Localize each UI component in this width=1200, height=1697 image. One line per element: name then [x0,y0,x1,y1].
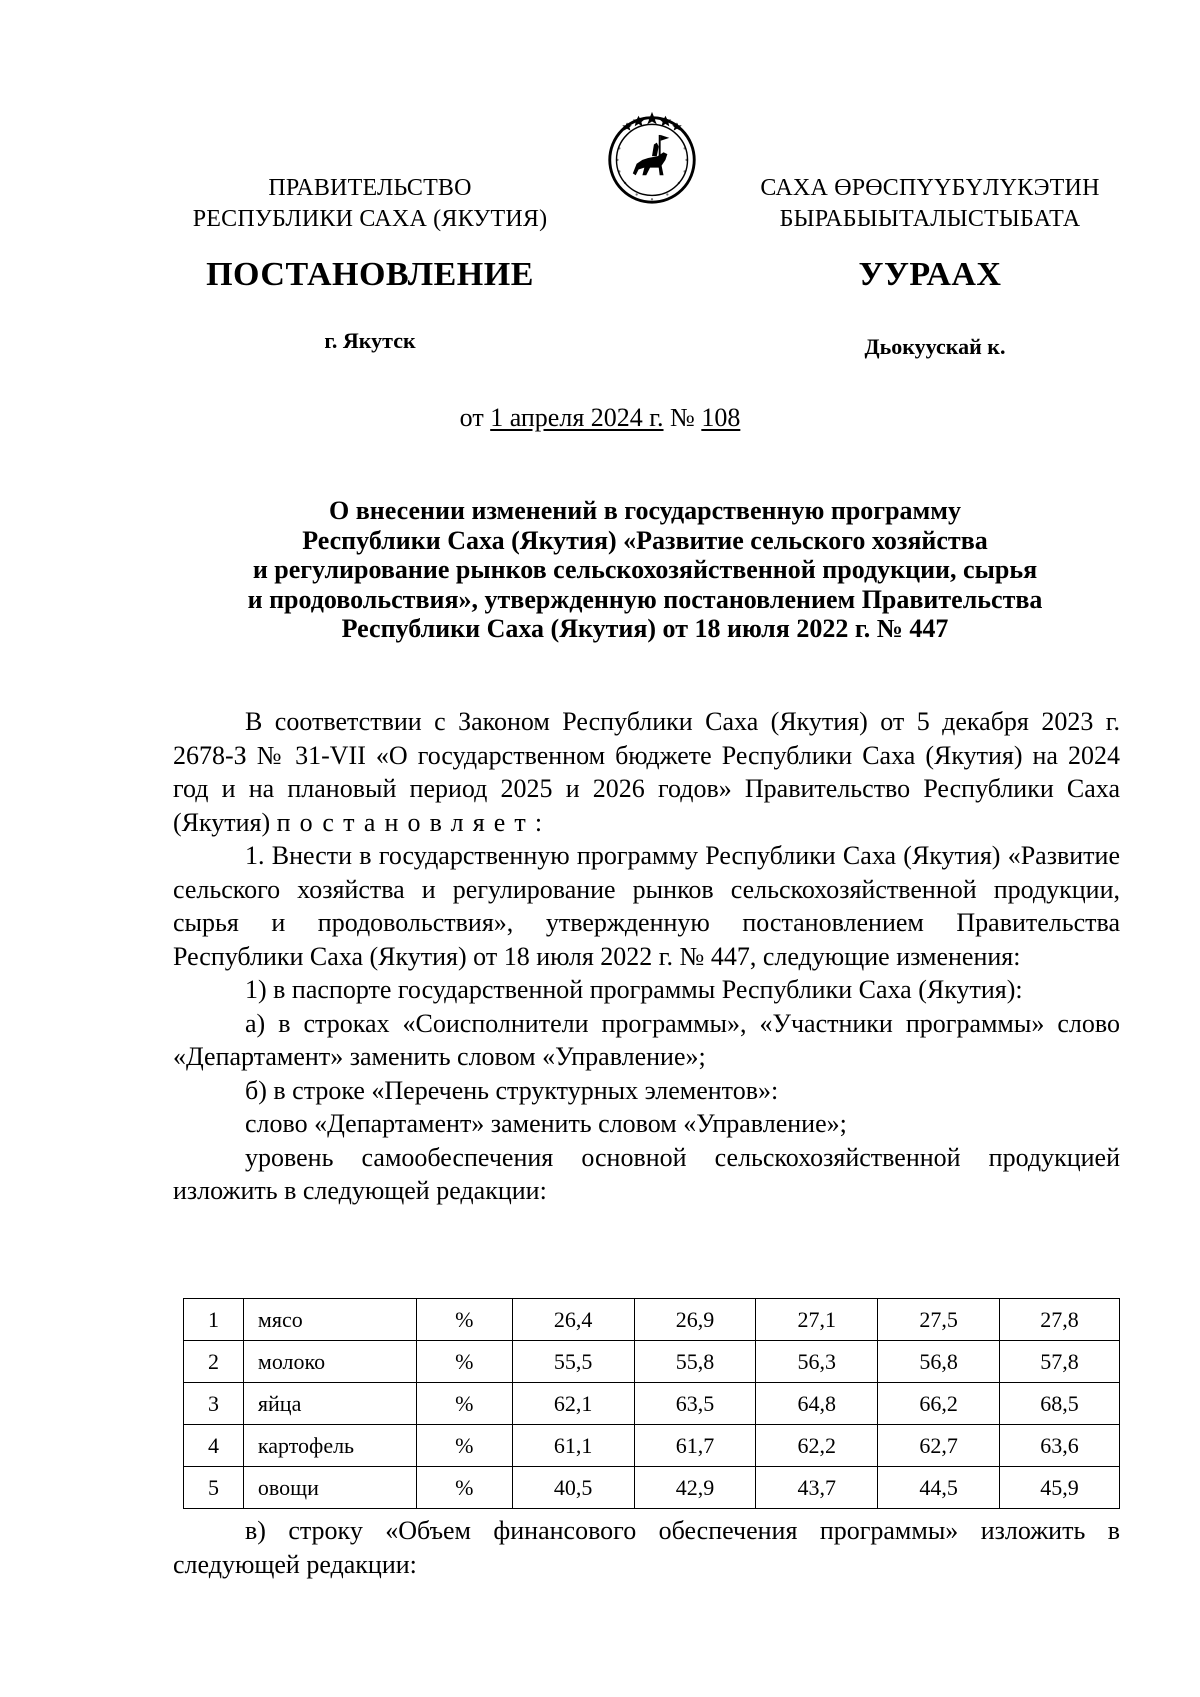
date-prefix: от [459,403,491,432]
value-cell: 40,5 [512,1467,634,1509]
header-right [740,173,1120,235]
document-date: 1 апреля 2024 г. [490,403,664,432]
city-russian: г. Якутск [324,328,416,353]
value-cell: 62,7 [878,1425,1000,1467]
row-number-cell: 5 [184,1467,244,1509]
header-left-line2: РЕСПУБЛИКИ САХА (ЯКУТИЯ) [192,206,548,232]
title-line: Республики Саха (Якутия) от 18 июля 2022 г. № 447 [341,614,949,643]
value-cell: 42,9 [634,1467,756,1509]
self-sufficiency-table [183,1298,1120,1509]
value-cell: 66,2 [878,1383,1000,1425]
product-name-cell: картофель [243,1425,416,1467]
after-table-text [173,1514,1120,1581]
value-cell: 56,8 [878,1341,1000,1383]
row-number-cell: 2 [184,1341,244,1383]
value-cell: 27,8 [1000,1299,1120,1341]
clause-v-paragraph: в) строку «Объем финансового обеспечения программы» изложить в следующей редакции: [173,1516,1120,1579]
value-cell: 68,5 [1000,1383,1120,1425]
value-cell: 62,1 [512,1383,634,1425]
product-name-cell: яйца [243,1383,416,1425]
city-sakha: Дьокуускай к. [864,334,1006,359]
value-cell: 44,5 [878,1467,1000,1509]
clause-1-1-paragraph: 1) в паспорте государственной программы Республики Саха (Якутия): [245,975,1023,1004]
preamble-text: В соответствии с Законом Республики Саха (Якутия) от 5 декабря 2023 г. 2678-З № 31-VII «О государственном бюджете Республики Саха (Якутия) на 2024 год и на плановый период 2025 и 2026 годов» Правительство Республики Саха (Якутия) [173,707,1120,837]
header-left-line1: ПРАВИТЕЛЬСТВО [268,175,472,201]
table-row [184,1299,1120,1341]
table-row [184,1341,1120,1383]
value-cell: 27,1 [756,1299,878,1341]
preamble-paragraph [173,705,1120,839]
value-cell: 55,8 [634,1341,756,1383]
yakutia-coat-of-arms-icon [604,110,700,206]
value-cell: 62,2 [756,1425,878,1467]
product-name-cell: молоко [243,1341,416,1383]
product-name-cell: мясо [243,1299,416,1341]
value-cell: 61,7 [634,1425,756,1467]
value-cell: 61,1 [512,1425,634,1467]
decree-verb: постановляет: [276,807,552,837]
value-cell: 63,5 [634,1383,756,1425]
unit-cell: % [416,1383,512,1425]
clause-a-paragraph: а) в строках «Соисполнители программы», «Участники программы» слово «Департамент» заменить словом «Управление»; [173,1008,1120,1071]
clause-b-level-paragraph: уровень самообеспечения основной сельскохозяйственной продукцией изложить в следующей редакции: [173,1142,1120,1205]
value-cell: 45,9 [1000,1467,1120,1509]
title-line: О внесении изменений в государственную программу [329,496,961,525]
doc-type-sakha: УУРААХ [858,256,1002,293]
table-row [184,1383,1120,1425]
clause-b-word-paragraph: слово «Департамент» заменить словом «Управление»; [245,1109,847,1138]
table-row [184,1467,1120,1509]
number-sign: № [663,403,702,432]
value-cell: 26,9 [634,1299,756,1341]
document-number: 108 [701,403,741,432]
header-left [180,173,560,235]
unit-cell: % [416,1425,512,1467]
value-cell: 26,4 [512,1299,634,1341]
doc-type-russian: ПОСТАНОВЛЕНИЕ [206,256,534,293]
header-right-line2: БЫРАБЫЫТАЛЫСТЫБАТА [779,206,1081,232]
date-line [0,403,1200,433]
product-name-cell: овощи [243,1467,416,1509]
title-line: и продовольствия», утвержденную постановлением Правительства [247,584,1043,614]
title-line: Республики Саха (Якутия) «Развитие сельского хозяйства [302,525,988,555]
value-cell: 56,3 [756,1341,878,1383]
value-cell: 27,5 [878,1299,1000,1341]
value-cell: 43,7 [756,1467,878,1509]
table-row [184,1425,1120,1467]
value-cell: 55,5 [512,1341,634,1383]
row-number-cell: 4 [184,1425,244,1467]
unit-cell: % [416,1467,512,1509]
value-cell: 64,8 [756,1383,878,1425]
unit-cell: % [416,1341,512,1383]
clause-1-paragraph: 1. Внести в государственную программу Республики Саха (Якутия) «Развитие сельского хозяйства и регулирование рынков сельскохозяйственной продукции, сырья и продовольствия», утвержденную постановлением Правительства Республики Саха (Якутия) от 18 июля 2022 г. № 447, следующие изменения: [173,841,1120,971]
document-body [173,705,1120,1208]
document-title [170,496,1120,644]
value-cell: 63,6 [1000,1425,1120,1467]
unit-cell: % [416,1299,512,1341]
row-number-cell: 3 [184,1383,244,1425]
row-number-cell: 1 [184,1299,244,1341]
value-cell: 57,8 [1000,1341,1120,1383]
header-right-line1: САХА ӨРӨСПҮҮБҮЛҮКЭТИН [760,175,1100,201]
clause-b-paragraph: б) в строке «Перечень структурных элементов»: [245,1075,779,1105]
title-line: и регулирование рынков сельскохозяйственной продукции, сырья [252,555,1038,584]
